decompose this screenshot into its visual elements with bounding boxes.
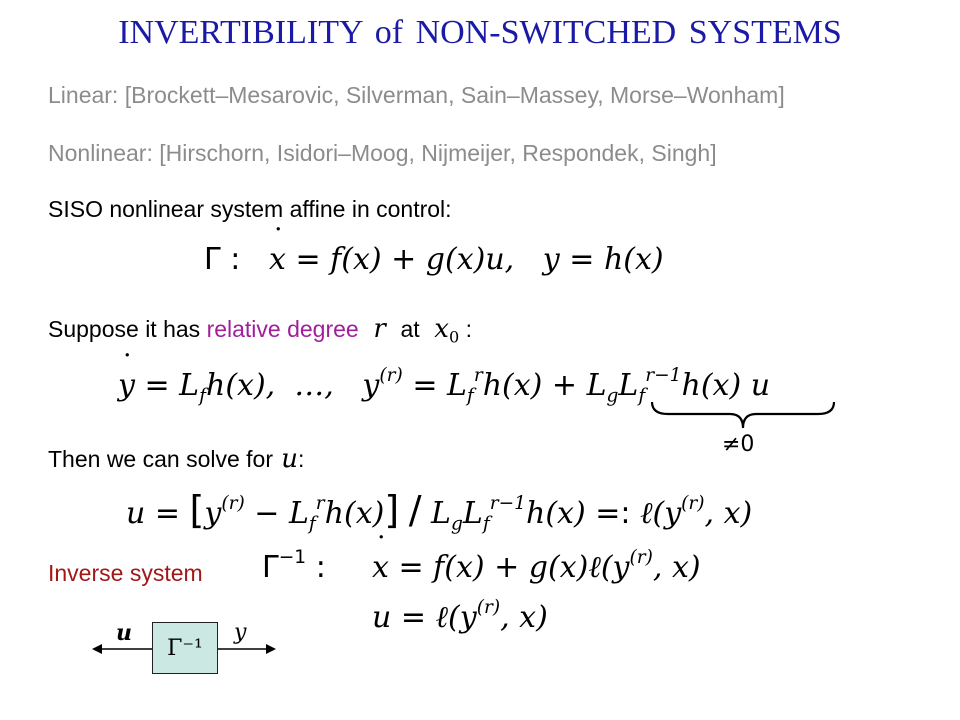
inverse-state-equation: ˙ $x = f(x) + g(x)\ell(y^{(r)}$, x) (372, 550, 701, 585)
inverse-symbol: $\Gamma^{-1}$ : (262, 547, 326, 585)
relative-degree-statement: Suppose it has relative degree r at $x_0$ : (48, 314, 473, 347)
linear-references: Linear: [Brockett–Mesarovic, Silverman, Sain–Massey, Morse–Wonham] (48, 82, 785, 108)
nonzero-label: ≠0 (722, 432, 755, 457)
solution-equation: $u = [y^{(r)} - L_f^rh(x)] / L_gL_f^{r-1}h(x)$ =: $\ell(y^{(r)}$, x) (126, 488, 753, 535)
slide-title: INVERTIBILITY of NON-SWITCHED SYSTEMS (118, 14, 842, 51)
siso-description: SISO nonlinear system affine in control: (48, 196, 452, 222)
nonlinear-references: Nonlinear: [Hirschorn, Isidori–Moog, Nijmeijer, Respondek, Singh] (48, 140, 717, 166)
inverse-output-equation: $u = \ell(y^{(r)}$, x) (372, 597, 548, 635)
block-output-label: y (234, 620, 247, 645)
underbrace (648, 398, 838, 434)
block-inner-label: Γ⁻¹ (167, 635, 203, 661)
colon: : (465, 316, 473, 342)
inverse-system-block (152, 622, 218, 674)
system-equation: Γ : ˙ x = f(x) + g(x)u, y = h(x) (204, 242, 664, 277)
relative-degree-term: relative degree (206, 316, 359, 342)
output-derivatives-equation: ˙ $y = L_fh(x)$, …, $y^{(r)} = L_f^rh(x) + L_gL_f^{r-1}h(x)$ u (118, 368, 770, 403)
block-input-label: u (116, 620, 132, 646)
solve-statement: Then we can solve for u: (48, 444, 305, 474)
suppose-text: Suppose it has (48, 316, 201, 342)
inverse-system-label: Inverse system (48, 560, 203, 586)
at-word: at (400, 316, 420, 342)
